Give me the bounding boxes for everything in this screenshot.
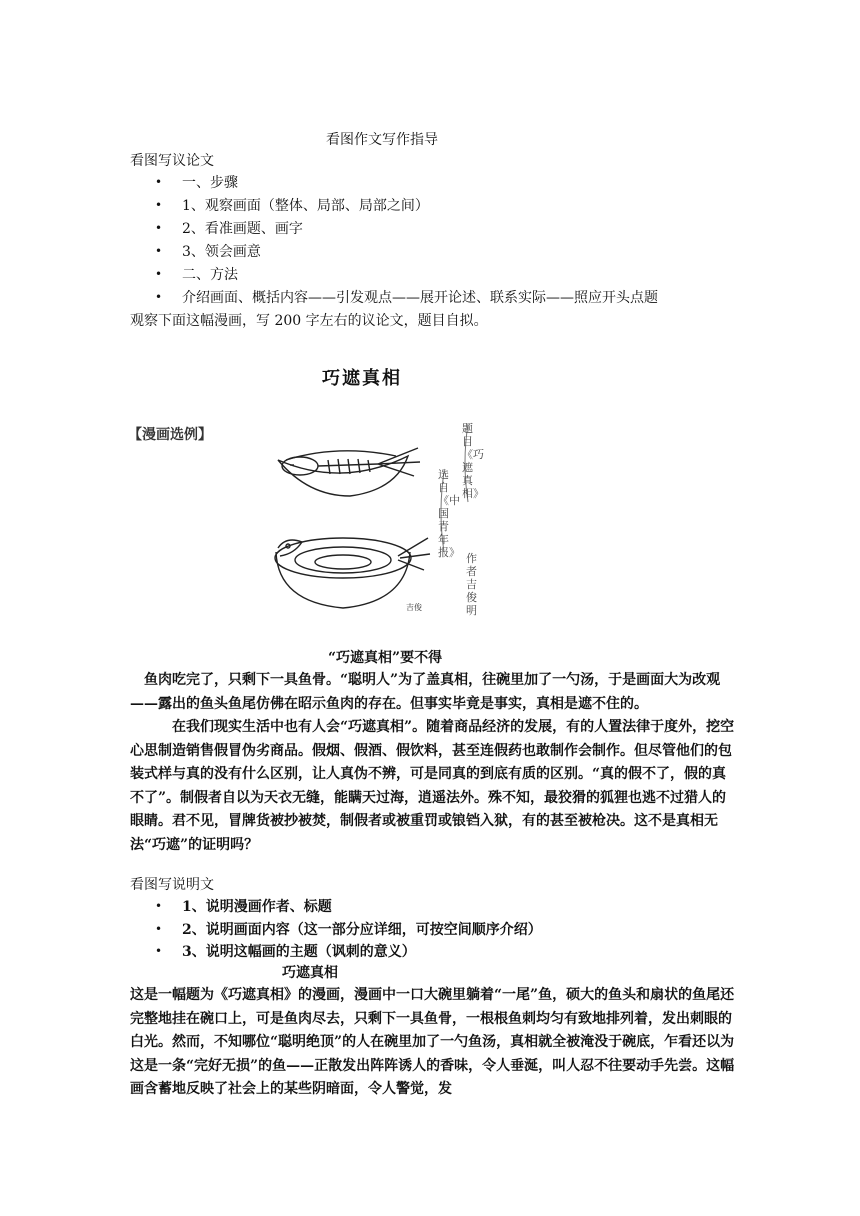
cartoon-title: 巧遮真相: [322, 368, 402, 389]
bullet-icon: •: [155, 899, 163, 913]
list-item: 介绍画面、概括内容——引发观点——展开论述、联系实际——照应开头点题: [182, 290, 658, 306]
list-item: 1、说明漫画作者、标题: [182, 899, 332, 915]
section-heading-expository: 看图写说明文: [130, 877, 214, 893]
list-item: 3、领会画意: [182, 244, 261, 260]
bullet-icon: •: [155, 221, 163, 235]
list-item: 1、观察画面（整体、局部、局部之间）: [182, 198, 429, 214]
cartoon-tag: 【漫画选例】: [128, 427, 212, 443]
bullet-icon: •: [155, 290, 163, 304]
list-item: 2、看准画题、画字: [182, 221, 303, 237]
bullet-icon: •: [155, 244, 163, 258]
list-item: 二、方法: [182, 267, 238, 283]
list-item: 3、说明这幅画的主题（讽刺的意义）: [182, 944, 416, 960]
artist-signature: 吉俊: [406, 603, 422, 612]
essay-paragraph: 在我们现实生活中也有人会“巧遮真相”。随着商品经济的发展，有的人置法律于度外，挖空心思制造销售假冒伪劣商品。假烟、假酒、假饮料，甚至连假药也敢制作会制作。但尽管他们的包装式样与真的没有什么区别，让人真伪不辨，可是同真的到底有质的区别。“真的假不了，假的真不了”。制假者自以为天衣无缝，能瞒天过海，逍遥法外。殊不知，最狡猾的狐狸也逃不过猎人的眼睛。君不见，冒牌货被抄被焚，制假者或被重罚或锒铛入狱，有的甚至被枪决。这不是真相无法“巧遮”的证明吗？: [130, 719, 735, 853]
list-item: 一、步骤: [182, 175, 238, 191]
caption-title-column: 题目《巧遮真相》: [462, 422, 484, 500]
assignment-prompt: 观察下面这幅漫画，写 200 字左右的议论文，题目自拟。: [130, 313, 488, 329]
caption-source-column: 选自《中国青年报》: [438, 468, 460, 559]
essay-title: 巧遮真相: [282, 965, 338, 981]
caption-author-column: 作者吉俊明: [466, 552, 477, 617]
bullet-icon: •: [155, 922, 163, 936]
list-item: 2、说明画面内容（这一部分应详细，可按空间顺序介绍）: [182, 922, 542, 938]
essay-paragraph: 鱼肉吃完了，只剩下一具鱼骨。“聪明人”为了盖真相，往碗里加了一勺汤，于是画面大为改观——露出的鱼头鱼尾仿佛在昭示鱼肉的存在。但事实毕竟是事实，真相是遮不住的。: [130, 672, 721, 712]
essay-title: “巧遮真相”要不得: [328, 650, 443, 666]
fish-bowl-illustration: [128, 352, 488, 620]
document-title: 看图作文写作指导: [326, 132, 438, 148]
cartoon-figure: [128, 352, 488, 620]
bullet-icon: •: [155, 267, 163, 281]
bullet-icon: •: [155, 944, 163, 958]
section-heading-argumentative: 看图写议论文: [130, 153, 214, 169]
essay-paragraph: 这是一幅题为《巧遮真相》的漫画，漫画中一口大碗里躺着“一尾”鱼，硕大的鱼头和扇状的鱼尾还完整地挂在碗口上，可是鱼肉尽去，只剩下一具鱼骨，一根根鱼刺均匀有致地排列着，发出刺眼的白光。然而，不知哪位“聪明绝顶”的人在碗里加了一勺鱼汤，真相就全被淹没于碗底，乍看还以为这是一条“完好无损”的鱼——正散发出阵阵诱人的香味，令人垂涎，叫人忍不往要动手先尝。这幅画含蓄地反映了社会上的某些阴暗面，令人警觉，发: [130, 987, 735, 1097]
bullet-icon: •: [155, 198, 163, 212]
bullet-icon: •: [155, 175, 163, 189]
